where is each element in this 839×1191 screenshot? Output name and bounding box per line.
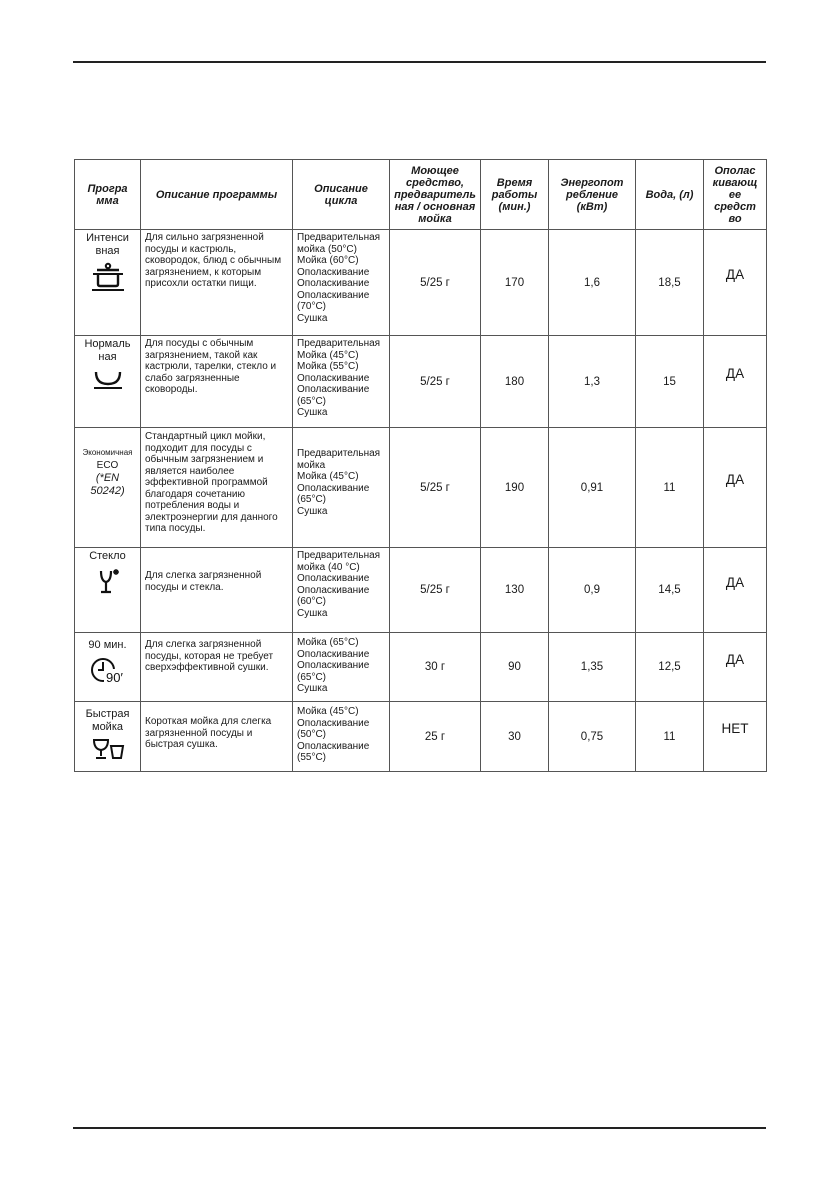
cycle-step: Предварительная мойка (40 °C) [297, 550, 381, 573]
detergent-value: 30 г [390, 633, 481, 702]
cycle-description [293, 702, 390, 772]
energy-value: 1,6 [549, 230, 636, 336]
water-value: 12,5 [636, 633, 704, 702]
cycle-description [293, 428, 390, 548]
time-value: 90 [481, 633, 549, 702]
header-water: Вода, (л) [636, 160, 704, 230]
program-cell [75, 633, 141, 702]
cycle-step: Ополаскивание [297, 278, 370, 289]
cycle-step: Предварительная мойка [297, 448, 381, 471]
clock-90-icon [90, 656, 126, 684]
cycle-description [293, 336, 390, 428]
table-row [75, 428, 767, 548]
header-row [75, 160, 767, 230]
program-name: Экономичная [82, 448, 133, 457]
cycle-step: Мойка (55°C) [297, 361, 359, 372]
time-value: 30 [481, 702, 549, 772]
program-cell [75, 336, 141, 428]
program-cell [75, 702, 141, 772]
rinse-aid-text: ДА [725, 472, 745, 487]
glass-cup-icon [91, 738, 125, 760]
rinse-aid-text: ДА [725, 366, 745, 381]
bowl-icon [93, 368, 123, 390]
cycle-step: Ополаскивание (50°C) [297, 717, 370, 740]
detergent-value: 5/25 г [390, 230, 481, 336]
cycle-step: Ополаскивание [297, 573, 370, 584]
cycle-step: Ополаскивание [297, 648, 370, 660]
program-description: Для слегка загрязненной посуды, которая не требует сверхэффективной сушки. [141, 633, 293, 702]
program-name: Нормаль ная [84, 338, 131, 363]
cycle-step: Ополаскивание (60°C) [297, 584, 370, 607]
program-name: Интенси вная [86, 232, 129, 257]
cycle-step: Предварительная мойка (50°C) [297, 232, 381, 255]
water-value: 11 [636, 702, 704, 772]
table-row [75, 548, 767, 633]
detergent-value: 5/25 г [390, 548, 481, 633]
cycle-description [293, 230, 390, 336]
header-rule [73, 61, 766, 63]
cycle-step: Ополаскивание (55°C) [297, 740, 370, 763]
energy-value: 1,35 [549, 633, 636, 702]
water-value: 11 [636, 428, 704, 548]
cycle-description [293, 548, 390, 633]
header-description: Описание программы [141, 160, 293, 230]
cycle-step: Предварительная [297, 338, 381, 349]
cycle-step: Ополаскивание [297, 266, 370, 278]
water-value: 15 [636, 336, 704, 428]
footer-rule [73, 1127, 766, 1129]
program-description: Для слегка загрязненной посуды и стекла. [141, 548, 293, 633]
detergent-value: 5/25 г [390, 336, 481, 428]
energy-value: 0,91 [549, 428, 636, 548]
cycle-description [293, 633, 390, 702]
cycle-step: Мойка (45°C) [297, 471, 359, 482]
cycle-step: Ополаскивание (65°C) [297, 482, 370, 505]
cycle-step: Ополаскивание (65°C) [297, 660, 370, 683]
program-table [74, 159, 767, 772]
program-description: Для посуды с обычным загрязнением, такой как кастрюли, тарелки, стекло и слабо загрязненные сковороды. [141, 336, 293, 428]
rinse-aid-value [704, 548, 767, 633]
water-value: 14,5 [636, 548, 704, 633]
cycle-step: Мойка (60°C) [297, 255, 359, 266]
program-description: Стандартный цикл мойки, подходит для посуды с обычным загрязнением и является наиболее эффективной программой благодаря сочетанию потребления воды и электроэнергии для данного типа посуды. [141, 428, 293, 548]
energy-value: 0,9 [549, 548, 636, 633]
cycle-step: Сушка [297, 505, 328, 517]
program-description: Для сильно загрязненной посуды и кастрюль, сковородок, блюд с обычным загрязнением, к которым присохли остатки пищи. [141, 230, 293, 336]
cycle-step: Мойка (65°C) [297, 637, 359, 648]
rinse-aid-value [704, 336, 767, 428]
cycle-step: Мойка (45°C) [297, 349, 359, 361]
header-energy: Энергопот ребление (кВт) [549, 160, 636, 230]
time-value: 180 [481, 336, 549, 428]
cycle-step: Сушка [297, 683, 328, 694]
cycle-step: Мойка (45°C) [297, 706, 359, 717]
water-value: 18,5 [636, 230, 704, 336]
cycle-step: Сушка [297, 407, 328, 418]
detergent-value: 5/25 г [390, 428, 481, 548]
cycle-step: Ополаскивание [297, 372, 370, 384]
program-standard: (*EN 50242) [90, 472, 125, 497]
program-name: Стекло [89, 550, 126, 562]
rinse-aid-value [704, 230, 767, 336]
rinse-aid-text: ДА [725, 651, 745, 667]
table-row [75, 336, 767, 428]
header-program: Програ мма [75, 160, 141, 230]
time-value: 130 [481, 548, 549, 633]
detergent-value: 25 г [390, 702, 481, 772]
cycle-step: Сушка [297, 607, 328, 619]
rinse-aid-text: НЕТ [721, 721, 749, 736]
clock-90-label: 90′ [105, 670, 123, 684]
rinse-aid-value [704, 428, 767, 548]
rinse-aid-text: ДА [725, 267, 745, 282]
program-cell [75, 548, 141, 633]
energy-value: 0,75 [549, 702, 636, 772]
program-name: 90 мин. [88, 639, 127, 651]
header-detergent: Моющее средство, предваритель ная / основная мойка [390, 160, 481, 230]
header-rinse-aid: Ополас кивающ ее средст во [704, 160, 767, 230]
cycle-step: Сушка [297, 312, 328, 324]
rinse-aid-value [704, 702, 767, 772]
header-time: Время работы (мин.) [481, 160, 549, 230]
program-cell [75, 428, 141, 548]
time-value: 170 [481, 230, 549, 336]
energy-value: 1,3 [549, 336, 636, 428]
rinse-aid-text: ДА [725, 574, 745, 590]
table-row [75, 633, 767, 702]
cycle-step: Ополаскивание (65°C) [297, 384, 370, 407]
program-eco-label: ECO [96, 460, 119, 471]
table-row [75, 230, 767, 336]
program-name: Быстрая мойка [85, 708, 130, 733]
program-cell [75, 230, 141, 336]
rinse-aid-value [704, 633, 767, 702]
header-cycle: Описание цикла [293, 160, 390, 230]
program-description: Короткая мойка для слегка загрязненной посуды и быстрая сушка. [141, 702, 293, 772]
cycle-step: Ополаскивание (70°C) [297, 289, 370, 312]
glass-icon [95, 567, 121, 595]
time-value: 190 [481, 428, 549, 548]
table-row [75, 702, 767, 772]
pot-icon [91, 262, 125, 292]
